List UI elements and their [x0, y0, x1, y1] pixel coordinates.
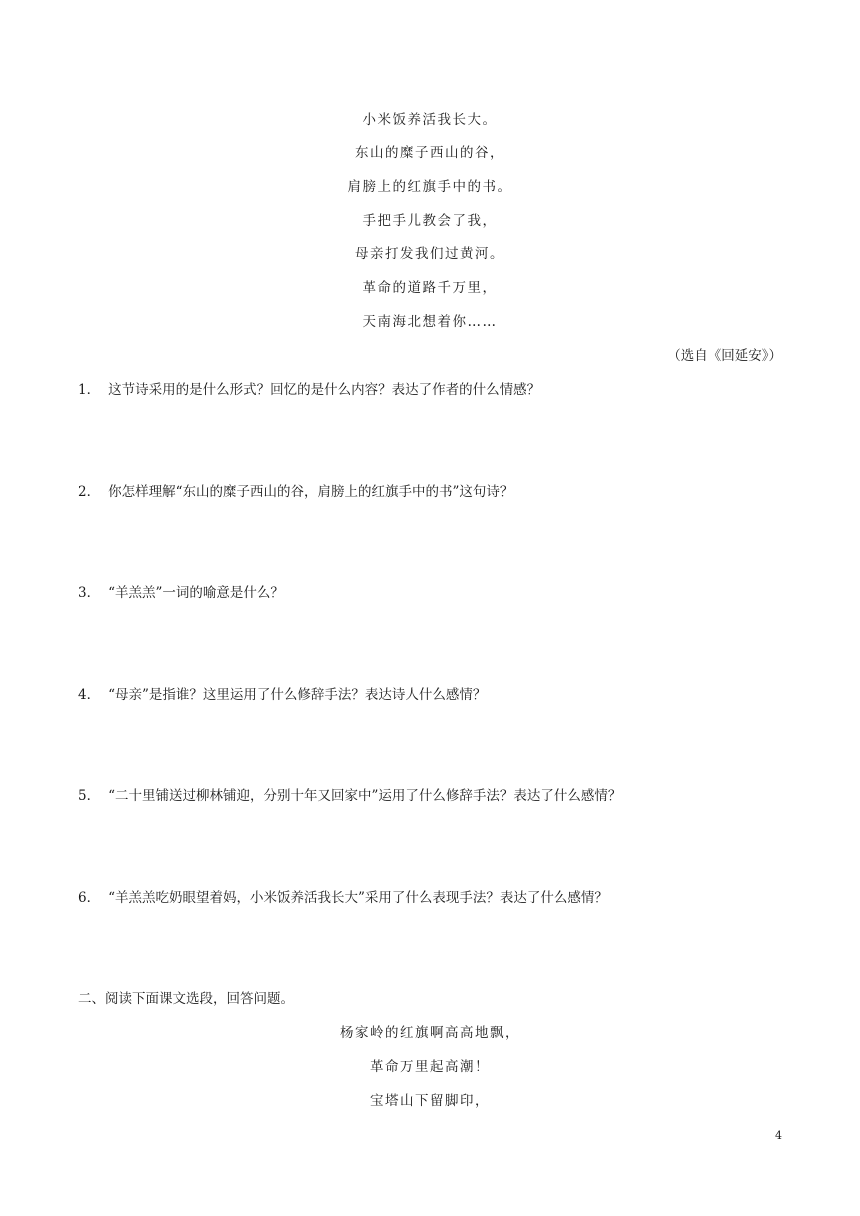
question-item	[78, 381, 540, 399]
question-item	[78, 889, 608, 907]
question-item	[78, 483, 513, 501]
poem-line: 东山的糜子西山的谷，	[355, 145, 505, 161]
question-number: 6．	[78, 890, 101, 906]
poem-line: 宝塔山下留脚印，	[370, 1093, 490, 1109]
poem-line: 杨家岭的红旗啊高高地飘，	[340, 1025, 520, 1041]
poem-source: （选自《回延安》）	[667, 348, 782, 364]
section-heading: 二、阅读下面课文选段，回答问题。	[78, 991, 294, 1007]
question-number: 5．	[78, 788, 101, 804]
question-text: “羊羔羔吃奶眼望着妈，小米饭养活我长大”采用了什么表现手法？表达了什么感情？	[108, 890, 608, 906]
question-text: 这节诗采用的是什么形式？回忆的是什么内容？表达了作者的什么情感？	[108, 382, 541, 398]
poem-line: 肩膀上的红旗手中的书。	[347, 179, 513, 195]
question-item	[78, 686, 486, 704]
question-text: “母亲”是指谁？这里运用了什么修辞手法？表达诗人什么感情？	[108, 687, 487, 703]
question-number: 1．	[78, 382, 101, 398]
poem-line: 小米饭养活我长大。	[362, 112, 498, 128]
page-number: 4	[775, 1129, 782, 1142]
question-text: “二十里铺送过柳林铺迎，分别十年又回家中”运用了什么修辞手法？表达了什么感情？	[108, 788, 622, 804]
poem-line: 手把手儿教会了我，	[362, 213, 498, 229]
poem-line: 天南海北想着你……	[362, 314, 498, 330]
question-item	[78, 787, 621, 805]
question-number: 4．	[78, 687, 101, 703]
question-number: 3．	[78, 585, 101, 601]
question-item	[78, 584, 284, 602]
poem-line: 革命万里起高潮！	[370, 1059, 490, 1075]
question-number: 2．	[78, 484, 101, 500]
poem-line: 革命的道路千万里，	[362, 280, 498, 296]
poem-line: 母亲打发我们过黄河。	[355, 246, 505, 262]
question-text: “羊羔羔”一词的喻意是什么？	[108, 585, 284, 601]
question-text: 你怎样理解“东山的糜子西山的谷，肩膀上的红旗手中的书”这句诗？	[108, 484, 514, 500]
